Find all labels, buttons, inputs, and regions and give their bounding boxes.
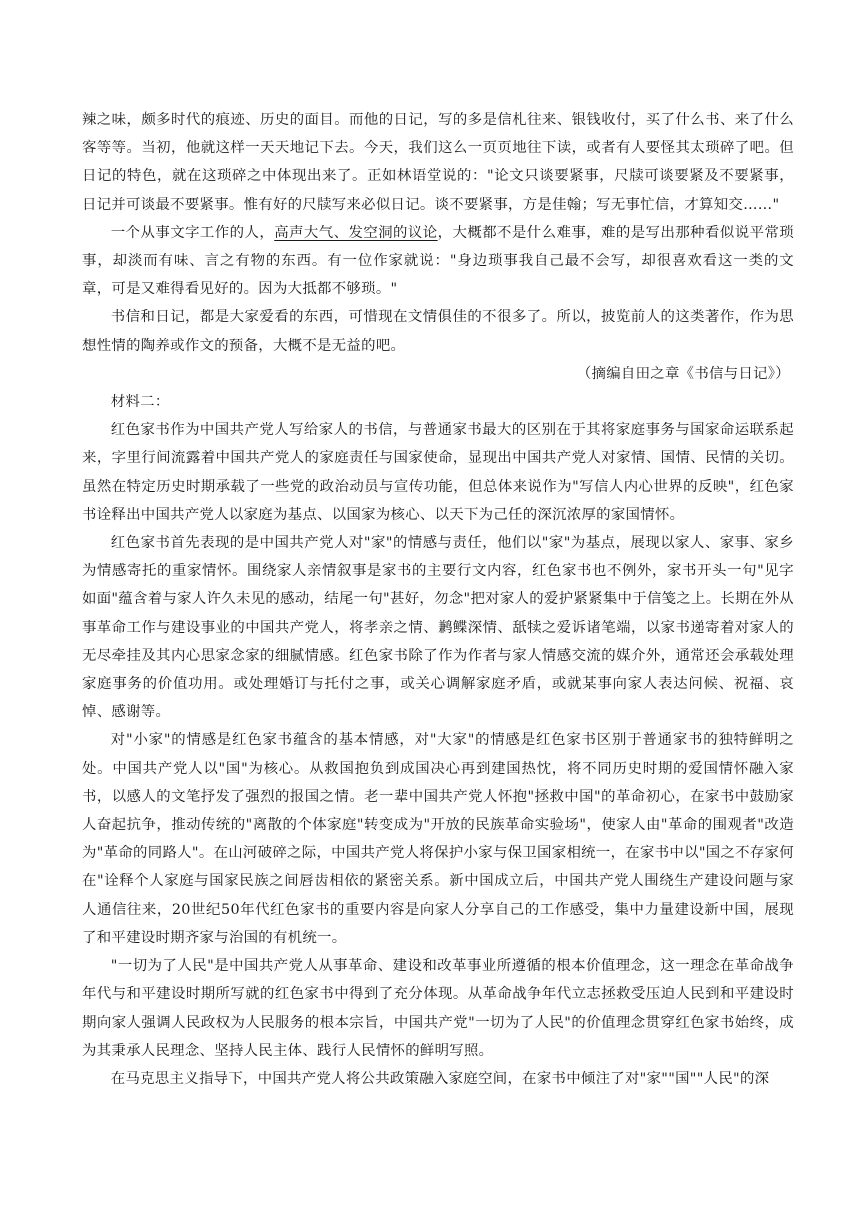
paragraph-country-feelings: 对"小家"的情感是红色家书蕴含的基本情感，对"大家"的情感是红色家书区别于普通家书的独特鲜明之处。中国共产党人以"国"为核心。从救国抱负到成国决心再到建国热忱，将不同历史时期的爱国情怀融入家书，以感人的文笔抒发了强烈的报国之情。老一辈中国共产党人怀抱"拯救中国"的革命初心，在家书中鼓励家人奋起抗争，推动传统的"离散的个体家庭"转变成为"开放的民族革命实验场"，使家人由"革命的围观者"改造为"革命的同路人"。在山河破碎之际，中国共产党人将保护小家与保卫国家相统一，在家书中以"国之不存家何在"诠释个人家庭与国家民族之间唇齿相依的紧密关系。新中国成立后，中国共产党人围绕生产建设问题与家人通信往来，20世纪50年代红色家书的重要内容是向家人分享自己的工作感受，集中力量建设新中国，展现了和平建设时期齐家与治国的有机统一。 <box>82 732 794 946</box>
paragraph-trivial-matters <box>82 219 794 304</box>
paragraph-family-feelings: 红色家书首先表现的是中国共产党人对"家"的情感与责任，他们以"家"为基点，展现以家人、家事、家乡为情感寄托的重家情怀。围绕家人亲情叙事是家书的主要行文内容，红色家书也不例外，家书开头一句"见字如面"蕴含着与家人许久未见的感动，结尾一句"甚好，勿念"把对家人的爱护紧紧集中于信笺之上。长期在外从事革命工作与建设事业的中国共产党人，将孝亲之情、鹣鲽深情、舐犊之爱诉诸笔端，以家书递寄着对家人的无尽牵挂及其内心思家念家的细腻情感。红色家书除了作为作者与家人情感交流的媒介外，通常还会承载处理家庭事务的价值功用。或处理婚订与托付之事，或关心调解家庭矛盾，或就某事向家人表达问候、祝福、哀悼、感谢等。 <box>82 535 794 721</box>
paragraph-letters-and-diaries: 书信和日记，都是大家爱看的东西，可惜现在文情俱佳的不很多了。所以，披览前人的这类著作，作为思想性情的陶养或作文的预备，大概不是无益的吧。 <box>82 309 794 354</box>
material-two-heading: 材料二： <box>110 394 170 411</box>
paragraph-red-letters-intro: 红色家书作为中国共产党人写给家人的书信，与普通家书最大的区别在于其将家庭事务与国家命运联系起来，字里行间流露着中国共产党人的家庭责任与国家使命，显现出中国共产党人对家情、国情、民情的关切。虽然在特定历史时期承载了一些党的政治动员与宣传功能，但总体来说作为"写信人内心世界的反映"，红色家书诠释出中国共产党人以家庭为基点、以国家为核心、以天下为己任的深沉浓厚的家国情怀。 <box>82 422 794 523</box>
document-page <box>82 106 794 1093</box>
paragraph-diary-excerpt: 辣之味，颇多时代的痕迹、历史的面目。而他的日记，写的多是信札往来、银钱收付，买了什么书、来了什么客等等。当初，他就这样一天天地记下去。今天，我们这么一页页地往下读，或者有人要怪其太琐碎了吧。但日记的特色，就在这琐碎之中体现出来了。正如林语堂说的："论文只谈要紧事，尺牍可谈要紧及不要紧事，日记并可谈最不要紧事。惟有好的尺牍写来必似日记。谈不要紧事，方是佳翰；写无事忙信，才算知交……" <box>82 112 794 213</box>
paragraph-text-after: ，大概都不是什么难事，难的是写出那种看似说平常琐事，却淡而有味、言之有物的东西。有一位作家就说："身边琐事我自己最不会写，却很喜欢看这一类的文章，可是又难得看见好的。因为大抵都不够琐。" <box>82 224 795 298</box>
paragraph-for-the-people: "一切为了人民"是中国共产党人从事革命、建设和改革事业所遵循的根本价值理念，这一理念在革命战争年代与和平建设时期所写就的红色家书中得到了充分体现。从革命战争年代立志拯救受压迫人民到和平建设时期向家人强调人民政权为人民服务的根本宗旨，中国共产党"一切为了人民"的价值理念贯穿红色家书始终，成为其秉承人民理念、坚持人民主体、践行人民情怀的鲜明写照。 <box>82 958 794 1059</box>
source-citation: （摘编自田之章《书信与日记》） <box>576 365 790 382</box>
paragraph-text-before: 一个从事文字工作的人， <box>110 224 275 241</box>
paragraph-marxism-guidance: 在马克思主义指导下，中国共产党人将公共政策融入家庭空间，在家书中倾注了对"家""国""人民"的深 <box>110 1070 770 1087</box>
underlined-phrase: 高声大气、发空洞的议论 <box>274 224 438 241</box>
